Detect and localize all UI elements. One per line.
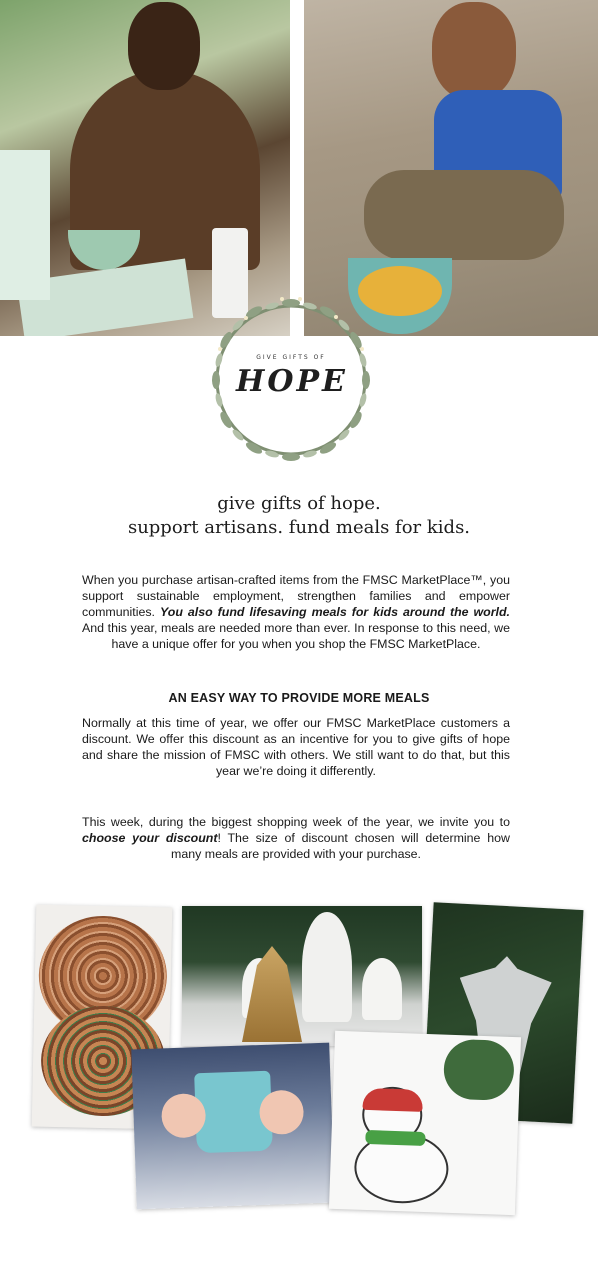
wreath-kicker: GIVE GIFTS OF [256,354,326,361]
snowman-hat [362,1088,423,1112]
section-paragraph: Normally at this time of year, we offer our FMSC MarketPlace customers a discount. We offer this discount as an incentive for you to give gifts of hope and share the mission of FMSC with others. We still want to do that, but this year we’re doing it differently. [82,716,510,778]
intro-paragraph [82,572,510,652]
section-heading: AN EASY WAY TO PROVIDE MORE MEALS [168,691,430,705]
offer-paragraph [82,814,510,862]
bottle-brush-tree-large [302,912,352,1022]
hand-right [259,1090,305,1136]
child-head [432,2,516,100]
product-photo-snowman-ornament [329,1031,521,1215]
bottle-brush-tree-right [362,958,402,1020]
offer-text-b: ! The size of discount chosen will determine how many meals are provided with your purchase. [171,831,510,861]
product-photo-mug [131,1043,334,1210]
headline-line-2: support artisans. fund meals for kids. [127,517,471,538]
intro-emphasis: You also fund lifesaving meals for kids around the world. [159,605,510,619]
beaded-items [0,150,50,300]
intro-text-a: When you purchase artisan-crafted items from the FMSC MarketPlace™, you support sustainable employment, strengthen families and empower communities. [82,573,510,619]
offer-text-a: This week, during the biggest shopping week of the year, we invite you to [82,815,510,829]
offer-emphasis: choose your discount [82,831,218,845]
intro-text-b: And this year, meals are needed more than ever. In response to this need, we have a unique offer for you when you shop the FMSC MarketPlace. [82,621,510,651]
child-legs [364,170,564,260]
snowman-scarf [365,1130,425,1146]
product-photo-beaded-angel [182,906,422,1046]
artisan-head [128,2,200,90]
wreath-title: HOPE [236,364,348,399]
headline [0,492,598,540]
pine-branch [443,1039,515,1101]
headline-line-1: give gifts of hope. [217,493,381,514]
